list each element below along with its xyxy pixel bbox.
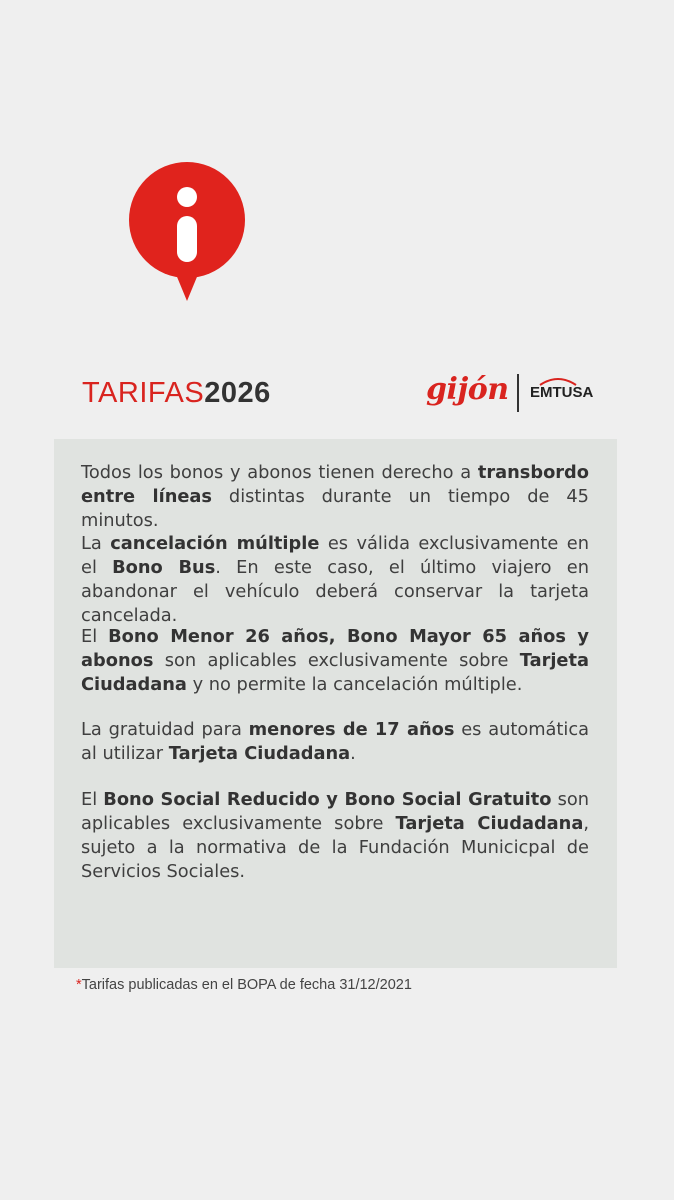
paragraph-transbordo: Todos los bonos y abonos tienen derecho a transbordo entre líneas distintas durante un tiempo de 45 minutos. [81, 462, 589, 531]
footnote [76, 976, 412, 994]
footnote-marker: * [76, 977, 82, 993]
gijon-logo: gijón [426, 372, 509, 407]
footnote-text: Tarifas publicadas en el BOPA de fecha 31/12/2021 [81, 977, 412, 993]
paragraph-cancelacion: La cancelación múltiple es válida exclusivamente en el Bono Bus. En este caso, el último viajero en abandonar el vehículo deberá conservar la tarjeta cancelada. [81, 533, 589, 626]
header [80, 370, 594, 418]
paragraph-bonos-edad: El Bono Menor 26 años, Bono Mayor 65 años y abonos son aplicables exclusivamente sobre Tarjeta Ciudadana y no permite la cancelación múltiple. [81, 626, 589, 695]
paragraph-bono-social: El Bono Social Reducido y Bono Social Gratuito son aplicables exclusivamente sobre Tarjeta Ciudadana, sujeto a la normativa de la Fundación Municicpal de Servicios Sociales. [81, 789, 590, 882]
title-tarifas: TARIFAS [82, 377, 205, 409]
page-title [82, 376, 271, 410]
logo-divider [517, 374, 519, 412]
title-year: 2026 [204, 377, 271, 409]
info-panel [54, 439, 617, 968]
paragraph-gratuidad: La gratuidad para menores de 17 años es automática al utilizar Tarjeta Ciudadana. [81, 719, 590, 764]
emtusa-logo: EMTUSA [530, 384, 594, 401]
info-pin-icon [126, 162, 248, 304]
